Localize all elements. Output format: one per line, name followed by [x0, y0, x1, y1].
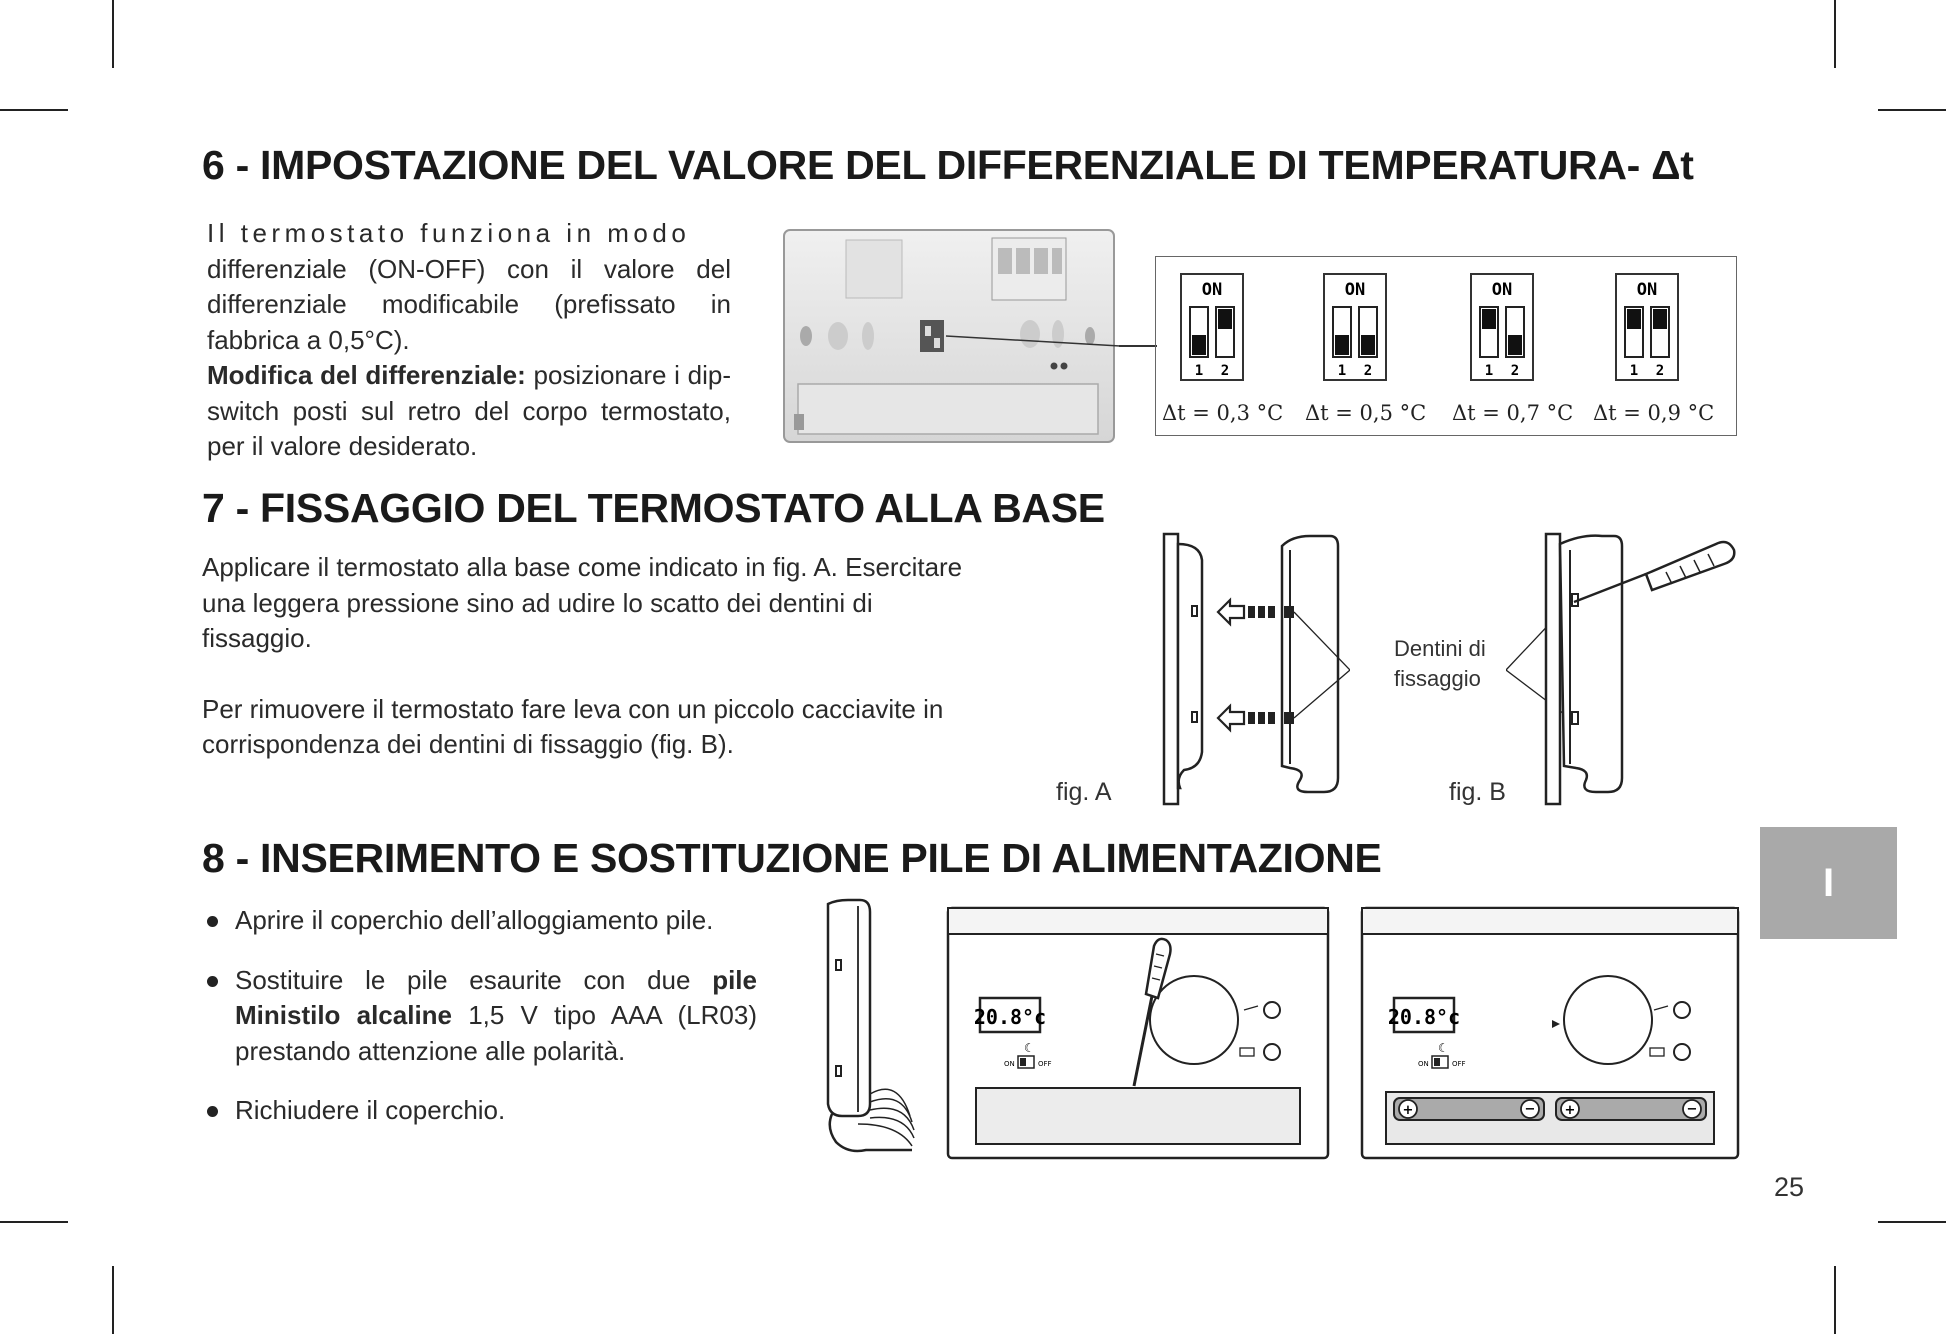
page-number: 25 [1774, 1172, 1805, 1202]
crop-mark [1878, 109, 1946, 111]
dip-caption-0-5: Δt = 0,5 °C [1305, 401, 1427, 425]
plus-icon: + [1564, 1103, 1576, 1118]
leader-line [1119, 345, 1157, 347]
section-6-heading: 6 - IMPOSTAZIONE DEL VALORE DEL DIFFERENZIALE DI TEMPERATURA- Δt [202, 142, 1694, 188]
section-6-instruction [207, 358, 731, 465]
step-3-text: Richiudere il coperchio. [235, 1095, 506, 1125]
thermostat-back-photo [780, 226, 1120, 448]
dip-switch-panel [1155, 256, 1737, 436]
step-open-cover [205, 903, 757, 939]
plus-icon: + [1402, 1103, 1414, 1118]
switch-off-label: OFF [1452, 1060, 1466, 1068]
dip-switch-0-5 [1323, 273, 1387, 381]
dip-on-label: ON [1344, 280, 1366, 300]
crop-mark [112, 0, 114, 68]
callout-line2: fissaggio [1394, 666, 1481, 691]
section-6-line2: differenziale (ON-OFF) con il valore del differenziale modificabile (prefissato in fabbrica a 0,5°C). [207, 253, 731, 355]
section-6-text [207, 216, 731, 465]
moon-icon: ☾ [1024, 1041, 1035, 1055]
step-replace-batteries [205, 963, 757, 1070]
device-display: 20.8°c [973, 1005, 1047, 1029]
section-6-bold-rest: posizionare i dip-switch posti sul retro del corpo termostato, per il valore desiderato. [207, 360, 732, 461]
dip-switch-0-7 [1470, 273, 1534, 381]
step-close-cover [205, 1093, 757, 1129]
fig-a-label: fig. A [1056, 778, 1112, 806]
section-7-text [202, 550, 972, 763]
dip-pos-2: 2 [1510, 363, 1520, 379]
bullet-dot [207, 1106, 218, 1117]
dip-on-label: ON [1491, 280, 1513, 300]
fig-b-label: fig. B [1449, 778, 1506, 806]
crop-mark [1878, 1221, 1946, 1223]
bullet-dot [207, 916, 218, 927]
language-tab: I [1760, 827, 1897, 939]
bullet-dot [207, 976, 218, 987]
dip-pos-1: 1 [1629, 363, 1639, 379]
callout-line1: Dentini di [1394, 636, 1486, 661]
dip-on-label: ON [1201, 280, 1223, 300]
dip-switch-0-9 [1615, 273, 1679, 381]
crop-mark [112, 1266, 114, 1334]
section-6-bold-label: Modifica del differenziale: [207, 360, 526, 390]
dip-caption-0-3: Δt = 0,3 °C [1162, 401, 1284, 425]
section-8-heading: 8 - INSERIMENTO E SOSTITUZIONE PILE DI ALIMENTAZIONE [202, 835, 1382, 881]
section-7-para2: Per rimuovere il termostato fare leva con un piccolo cacciavite in corrispondenza dei dentini di fissaggio (fig. B). [202, 693, 944, 759]
dip-caption-0-7: Δt = 0,7 °C [1452, 401, 1574, 425]
step-2-post: 1,5 V tipo AAA (LR03) prestando attenzione alle polarità. [235, 1000, 757, 1066]
figure-b-removal [1506, 530, 1776, 810]
step-2-pre: Sostituire le pile esaurite con due [235, 964, 713, 995]
dip-pos-2: 2 [1363, 363, 1373, 379]
figure-a-mounting [1160, 530, 1350, 810]
crop-mark [0, 109, 68, 111]
crop-mark [1834, 1266, 1836, 1334]
dip-pos-2: 2 [1220, 363, 1230, 379]
moon-icon: ☾ [1438, 1041, 1449, 1055]
minus-icon: − [1686, 1102, 1698, 1117]
step-2-bold: pile Ministilo alcaline [235, 964, 757, 1030]
section-6-line1: Il termostato funziona in modo [207, 218, 691, 248]
crop-mark [1834, 0, 1836, 68]
switch-on-label: ON [1004, 1060, 1015, 1068]
battery-cover-side-view [818, 898, 918, 1158]
dip-pos-1: 1 [1337, 363, 1347, 379]
dip-pos-1: 1 [1484, 363, 1494, 379]
section-7-heading: 7 - FISSAGGIO DEL TERMOSTATO ALLA BASE [202, 485, 1105, 531]
dip-on-label: ON [1636, 280, 1658, 300]
step-1-text: Aprire il coperchio dell’alloggiamento pile. [235, 905, 714, 935]
section-8-steps [205, 903, 757, 1153]
dip-caption-0-9: Δt = 0,9 °C [1593, 401, 1715, 425]
thermostat-front-opening [946, 906, 1330, 1160]
dip-pos-2: 2 [1655, 363, 1665, 379]
dip-pos-1: 1 [1194, 363, 1204, 379]
section-7-para1: Applicare il termostato alla base come indicato in fig. A. Esercitare una leggera pressione sino ad udire lo scatto dei dentini di fissaggio. [202, 552, 963, 653]
switch-on-label: ON [1418, 1060, 1429, 1068]
dip-switch-0-3 [1180, 273, 1244, 381]
fixing-teeth-callout [1394, 634, 1486, 694]
switch-off-label: OFF [1038, 1060, 1052, 1068]
minus-icon: − [1524, 1102, 1536, 1117]
crop-mark [0, 1221, 68, 1223]
device-display: 20.8°c [1387, 1005, 1461, 1029]
thermostat-front-batteries [1360, 906, 1740, 1160]
